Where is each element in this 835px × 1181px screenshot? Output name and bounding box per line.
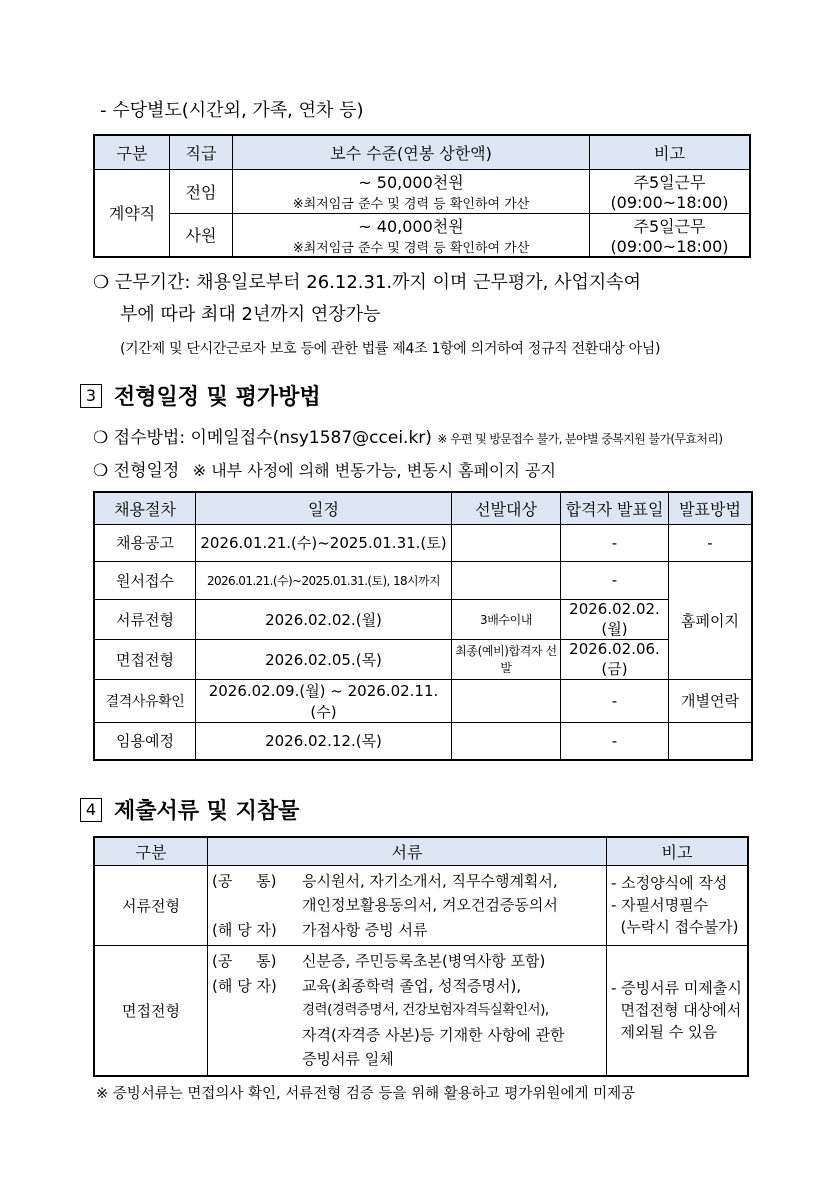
docs-note: - 증빙서류 미제출시 [611,979,742,998]
docs-line [212,918,602,943]
section-3-number: 3 [80,384,102,408]
docs-note: (누락시 접수불가) [611,918,739,937]
pay-note: ※최저임금 준수 및 경력 등 확인하여 가산 [292,197,530,212]
docs-header-category: 구분 [94,837,208,865]
schedule-date: 2026.02.02.(월) [196,599,452,639]
schedule-header-target: 선발대상 [452,492,561,524]
section-3-heading [80,380,321,411]
docs-line-label [212,1023,302,1048]
schedule-header-announce: 합격자 발표일 [561,492,669,524]
schedule-method-merged: 홈페이지 [669,561,753,679]
pay-rank: 전임 [170,169,233,213]
section-3-title: 전형일정 및 평가방법 [114,385,321,410]
docs-remark [607,946,749,1076]
schedule-step: 원서접수 [94,561,196,599]
docs-line [212,893,602,918]
application-note: ※ 우편 및 방문접수 불가, 분야별 중복지원 불가(무효처리) [437,432,723,446]
docs-line-label: (공 통) [212,871,277,890]
schedule-target [452,679,561,722]
docs-line [212,974,602,999]
schedule-date: 2026.01.21.(수)~2025.01.31.(토) [196,524,452,561]
pay-header-category: 구분 [94,135,170,169]
docs-line-label: (해 당 자) [212,920,277,939]
docs-line-text: 가점사항 증빙 서류 [302,920,428,939]
schedule-announce: - [561,561,669,599]
docs-line-text: 응시원서, 자기소개서, 직무수행계획서, [302,871,558,890]
schedule-target [452,561,561,599]
pay-remark-hours: (09:00~18:00) [610,236,729,256]
docs-category: 서류전형 [94,865,208,946]
pay-amount: ~ 40,000천원 [358,216,464,236]
application-label: ❍ 접수방법: 이메일접수(nsy1587@ccei.kr) [93,428,432,448]
docs-list [208,946,607,1076]
pay-level [233,213,590,257]
schedule-announce: 2026.02.06.(금) [561,639,669,679]
docs-line-label [212,998,302,1023]
pay-note: ※최저임금 준수 및 경력 등 확인하여 가산 [292,240,530,256]
docs-header-remark: 비고 [607,837,749,865]
docs-line [212,998,602,1023]
docs-line-label: (해 당 자) [212,976,277,995]
docs-note: - 소정양식에 작성 [611,874,728,893]
allowance-line: - 수당별도(시간외, 가족, 연차 등) [100,100,364,121]
schedule-target [452,524,561,561]
pay-table [93,134,751,258]
pay-remark-hours: (09:00~18:00) [610,193,729,212]
docs-header-documents: 서류 [208,837,607,865]
schedule-header-method: 발표방법 [669,492,753,524]
pay-group: 계약직 [94,169,170,257]
schedule-announce: - [561,524,669,561]
pay-header-remark: 비고 [590,135,751,169]
application-line [93,423,723,448]
docs-line [212,1047,602,1072]
schedule-announce: - [561,722,669,760]
docs-note: 제외될 수 있음 [611,1023,718,1042]
work-period-line2: 부에 따라 최대 2년까지 연장가능 [120,304,381,325]
docs-line-text: 개인정보활용동의서, 겨오건검증동의서 [302,896,558,914]
schedule-line [93,456,556,481]
pay-remark [590,169,751,213]
schedule-announce: - [561,679,669,722]
docs-line-text: 자격(자격증 사본)등 기재한 사항에 관한 [302,1025,565,1044]
docs-line-text: 경력(경력증명서, 건강보험자격득실확인서), [302,1002,549,1018]
schedule-date: 2026.02.09.(월) ~ 2026.02.11.(수) [196,679,452,722]
schedule-header-date: 일정 [196,492,452,524]
schedule-method: 개별연락 [669,679,753,722]
pay-header-level: 보수 수준(연봉 상한액) [233,135,590,169]
documents-table [93,836,749,1077]
schedule-step: 채용공고 [94,524,196,561]
docs-note: - 자필서명필수 [611,896,709,915]
schedule-date: 2026.01.21.(수)~2025.01.31.(토), 18시까지 [196,561,452,599]
schedule-announce: 2026.02.02.(월) [561,599,669,639]
docs-remark [607,865,749,946]
section-4-title: 제출서류 및 지참물 [114,799,300,824]
section-4-number: 4 [80,798,102,822]
work-period-note: (기간제 및 단시간근로자 보호 등에 관한 법률 제4조 1항에 의거하여 정규직 전환대상 아님) [120,341,661,357]
docs-category: 면접전형 [94,946,208,1076]
pay-remark-days: 주5일근무 [633,216,706,236]
docs-line-label: (공 통) [212,952,277,970]
schedule-method [669,722,753,760]
schedule-header-step: 채용절차 [94,492,196,524]
schedule-note: ※ 내부 사정에 의해 변동가능, 변동시 홈페이지 공지 [192,461,556,480]
schedule-date: 2026.02.05.(목) [196,639,452,679]
docs-line-label [212,1047,302,1072]
docs-line [212,949,602,974]
schedule-step: 임용예정 [94,722,196,760]
docs-line-text: 증빙서류 일체 [302,1050,394,1068]
schedule-target: 최종(예비)합격자 선발 [452,639,561,679]
pay-remark-days: 주5일근무 [633,173,706,192]
schedule-step: 면접전형 [94,639,196,679]
docs-line [212,869,602,894]
pay-amount: ~ 50,000천원 [358,173,464,192]
schedule-table [93,491,753,761]
section-4-heading [80,794,299,825]
schedule-step: 서류전형 [94,599,196,639]
work-period-line1: ❍ 근무기간: 채용일로부터 26.12.31.까지 이며 근무평가, 사업지속여 [93,272,642,293]
docs-list [208,865,607,946]
docs-line-text: 신분증, 주민등록초본(병역사항 포함) [302,952,546,970]
pay-rank: 사원 [170,213,233,257]
pay-header-rank: 직급 [170,135,233,169]
docs-line-text: 교육(최종학력 졸업, 성적증명서), [302,976,522,995]
schedule-target [452,722,561,760]
docs-line-label [212,893,302,918]
footer-note: ※ 증빙서류는 면접의사 확인, 서류전형 검증 등을 위해 활용하고 평가위원에게 미제공 [96,1086,636,1102]
schedule-target: 3배수이내 [452,599,561,639]
pay-remark [590,213,751,257]
schedule-label: ❍ 전형일정 [93,461,180,481]
pay-level [233,169,590,213]
docs-note: 면접전형 대상에서 [611,1001,742,1020]
docs-line [212,1023,602,1048]
schedule-step: 결격사유확인 [94,679,196,722]
schedule-method: - [669,524,753,561]
schedule-date: 2026.02.12.(목) [196,722,452,760]
